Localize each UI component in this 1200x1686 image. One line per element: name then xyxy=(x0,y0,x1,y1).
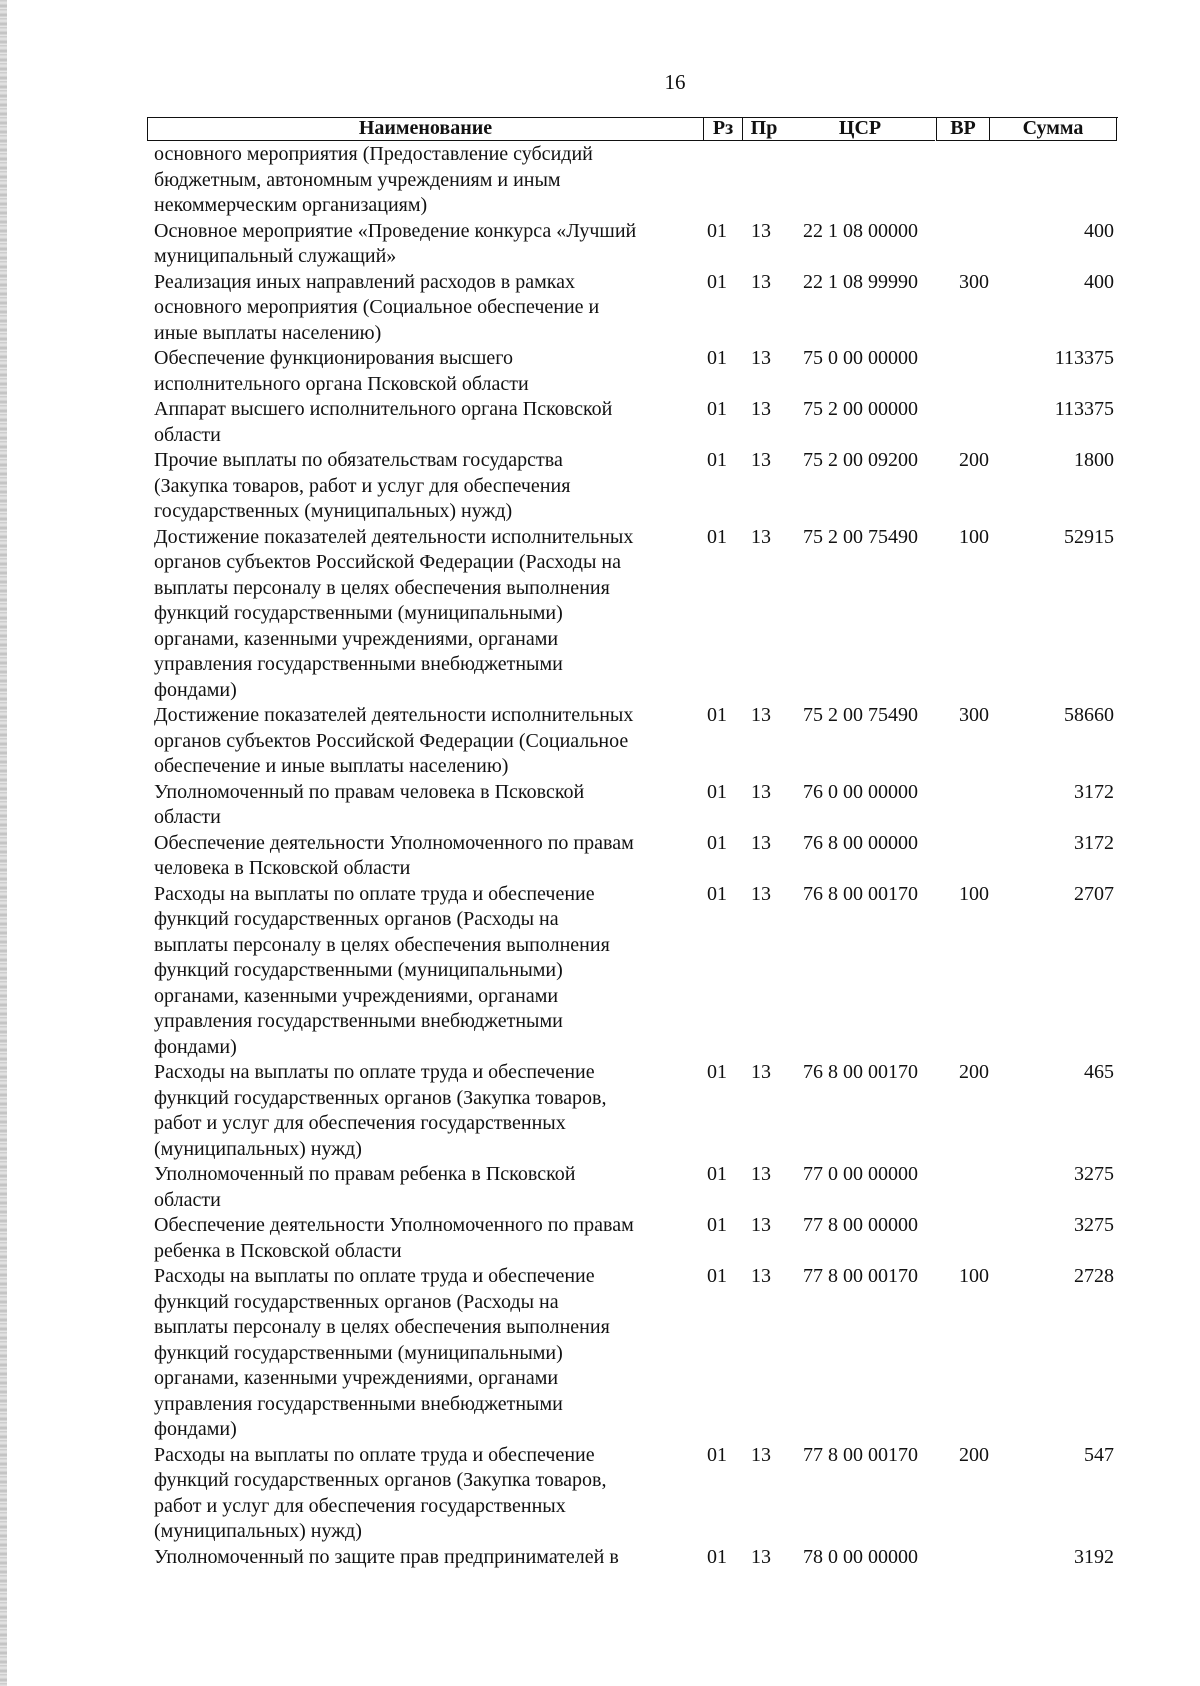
row-csr: 75 2 00 00000 xyxy=(803,398,918,420)
row-pr: 13 xyxy=(751,704,771,726)
table-row xyxy=(0,142,1200,219)
table-row xyxy=(0,270,1200,347)
row-rz: 01 xyxy=(707,1163,727,1185)
row-name: Аппарат высшего исполнительного органа Псковской области xyxy=(154,398,613,446)
row-sum: 113375 xyxy=(1054,398,1114,420)
row-sum: 58660 xyxy=(1064,704,1114,726)
table-row xyxy=(0,219,1200,270)
header-name: Наименование xyxy=(147,117,703,141)
row-sum: 52915 xyxy=(1064,525,1114,548)
row-name: Расходы на выплаты по оплате труда и обеспечение функций государственных органов (Расходы на выплаты персоналу в целях обеспечения выполнения функций государственными (муниципальными) органами, казенными учреждениями, органами управления государственными внебюджетными фондами) xyxy=(154,1265,610,1440)
row-csr: 77 0 00 00000 xyxy=(803,1163,918,1185)
row-csr: 78 0 00 00000 xyxy=(803,1545,918,1568)
row-vr: 200 xyxy=(959,449,989,471)
row-pr: 13 xyxy=(751,449,771,471)
table-header xyxy=(147,117,1118,140)
table-row xyxy=(0,780,1200,831)
table-row xyxy=(0,397,1200,448)
header-sum: Сумма xyxy=(989,117,1117,141)
row-rz: 01 xyxy=(707,449,727,471)
row-vr: 300 xyxy=(959,704,989,726)
row-pr: 13 xyxy=(751,1214,771,1236)
row-csr: 76 8 00 00000 xyxy=(803,831,918,854)
row-name: Расходы на выплаты по оплате труда и обеспечение функций государственных органов (Закупка товаров, работ и услуг для обеспечения государственных (муниципальных) нужд) xyxy=(154,1443,607,1542)
row-sum: 400 xyxy=(1084,270,1114,293)
row-sum: 3172 xyxy=(1074,780,1114,803)
row-rz: 01 xyxy=(707,1265,727,1287)
row-name: Обеспечение деятельности Уполномоченного по правам ребенка в Псковской области xyxy=(154,1214,634,1262)
row-pr: 13 xyxy=(751,219,771,242)
row-rz: 01 xyxy=(707,347,727,369)
row-csr: 75 2 00 09200 xyxy=(803,449,918,471)
table-row xyxy=(0,1162,1200,1213)
row-rz: 01 xyxy=(707,1061,727,1083)
row-csr: 77 8 00 00000 xyxy=(803,1214,918,1236)
row-name: Реализация иных направлений расходов в рамках основного мероприятия (Социальное обеспечение и иные выплаты населению) xyxy=(154,270,600,344)
row-sum: 547 xyxy=(1084,1443,1114,1466)
row-name: Прочие выплаты по обязательствам государства (Закупка товаров, работ и услуг для обеспечения государственных (муниципальных) нужд) xyxy=(154,449,571,522)
row-vr: 200 xyxy=(959,1443,989,1466)
row-csr: 22 1 08 00000 xyxy=(803,219,918,242)
row-sum: 465 xyxy=(1084,1061,1114,1083)
row-pr: 13 xyxy=(751,1265,771,1287)
header-vr: ВР xyxy=(936,117,989,141)
row-name: основного мероприятия (Предоставление субсидий бюджетным, автономным учреждениям и иным некоммерческим организациям) xyxy=(154,143,593,216)
table-row xyxy=(0,1060,1200,1162)
table-row xyxy=(0,1545,1200,1571)
row-sum: 3275 xyxy=(1074,1163,1114,1185)
row-pr: 13 xyxy=(751,398,771,420)
table-row xyxy=(0,882,1200,1061)
row-csr: 77 8 00 00170 xyxy=(803,1265,918,1287)
row-sum: 3192 xyxy=(1074,1545,1114,1568)
row-csr: 76 8 00 00170 xyxy=(803,1061,918,1083)
row-pr: 13 xyxy=(751,780,771,803)
row-sum: 2707 xyxy=(1074,882,1114,905)
table-row xyxy=(0,346,1200,397)
row-rz: 01 xyxy=(707,882,727,905)
row-rz: 01 xyxy=(707,398,727,420)
table-row xyxy=(0,525,1200,704)
row-name: Уполномоченный по правам ребенка в Псковской области xyxy=(154,1163,576,1211)
row-pr: 13 xyxy=(751,1163,771,1185)
row-csr: 77 8 00 00170 xyxy=(803,1443,918,1466)
row-rz: 01 xyxy=(707,704,727,726)
row-vr: 300 xyxy=(959,270,989,293)
row-vr: 100 xyxy=(959,882,989,905)
row-csr: 76 0 00 00000 xyxy=(803,780,918,803)
row-pr: 13 xyxy=(751,1061,771,1083)
row-csr: 76 8 00 00170 xyxy=(803,882,918,905)
row-pr: 13 xyxy=(751,882,771,905)
row-sum: 3275 xyxy=(1074,1214,1114,1236)
row-sum: 3172 xyxy=(1074,831,1114,854)
row-vr: 200 xyxy=(959,1061,989,1083)
table-row xyxy=(0,703,1200,780)
row-name: Обеспечение деятельности Уполномоченного по правам человека в Псковской области xyxy=(154,831,634,879)
row-pr: 13 xyxy=(751,525,771,548)
row-rz: 01 xyxy=(707,270,727,293)
row-vr: 100 xyxy=(959,1265,989,1287)
row-csr: 75 0 00 00000 xyxy=(803,347,918,369)
header-csr: ЦСР xyxy=(785,117,935,141)
table-row xyxy=(0,448,1200,525)
row-name: Расходы на выплаты по оплате труда и обеспечение функций государственных органов (Расходы на выплаты персоналу в целях обеспечения выполнения функций государственными (муниципальными) органами, казенными учреждениями, органами управления государственными внебюджетными фондами) xyxy=(154,882,610,1058)
row-sum: 1800 xyxy=(1074,449,1114,471)
table-row xyxy=(0,1264,1200,1443)
row-rz: 01 xyxy=(707,525,727,548)
table-row xyxy=(0,1213,1200,1264)
row-rz: 01 xyxy=(707,1443,727,1466)
row-csr: 75 2 00 75490 xyxy=(803,704,918,726)
table-row xyxy=(0,831,1200,882)
row-sum: 400 xyxy=(1084,219,1114,242)
row-csr: 75 2 00 75490 xyxy=(803,525,918,548)
row-vr: 100 xyxy=(959,525,989,548)
row-name: Основное мероприятие «Проведение конкурса «Лучший муниципальный служащий» xyxy=(154,219,637,267)
row-name: Достижение показателей деятельности исполнительных органов субъектов Российской Федерации (Расходы на выплаты персоналу в целях обеспечения выполнения функций государственными (муниципальными) органами, казенными учреждениями, органами управления государственными внебюджетными фондами) xyxy=(154,525,634,701)
row-pr: 13 xyxy=(751,831,771,854)
row-name: Достижение показателей деятельности исполнительных органов субъектов Российской Федерации (Социальное обеспечение и иные выплаты населению) xyxy=(154,704,634,777)
row-rz: 01 xyxy=(707,1545,727,1568)
header-pr: Пр xyxy=(742,117,785,141)
row-csr: 22 1 08 99990 xyxy=(803,270,918,293)
row-pr: 13 xyxy=(751,1545,771,1568)
row-pr: 13 xyxy=(751,270,771,293)
row-pr: 13 xyxy=(751,1443,771,1466)
row-rz: 01 xyxy=(707,780,727,803)
row-name: Уполномоченный по защите прав предпринимателей в xyxy=(154,1545,619,1568)
row-rz: 01 xyxy=(707,219,727,242)
table-row xyxy=(0,1443,1200,1545)
row-rz: 01 xyxy=(707,1214,727,1236)
row-pr: 13 xyxy=(751,347,771,369)
row-rz: 01 xyxy=(707,831,727,854)
row-name: Расходы на выплаты по оплате труда и обеспечение функций государственных органов (Закупка товаров, работ и услуг для обеспечения государственных (муниципальных) нужд) xyxy=(154,1061,607,1160)
row-sum: 2728 xyxy=(1074,1265,1114,1287)
header-rz: Рз xyxy=(703,117,742,141)
row-name: Уполномоченный по правам человека в Псковской области xyxy=(154,780,585,828)
page-number: 16 xyxy=(664,70,686,94)
row-name: Обеспечение функционирования высшего исполнительного органа Псковской области xyxy=(154,347,529,395)
table-body xyxy=(0,142,1200,1570)
row-sum: 113375 xyxy=(1054,347,1114,369)
